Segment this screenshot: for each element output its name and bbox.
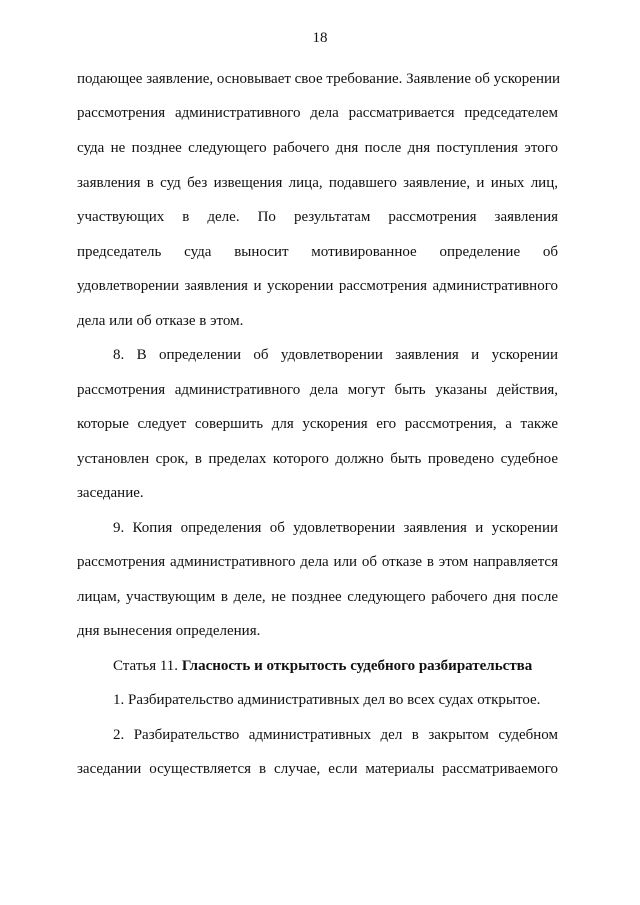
text-line: удовлетворении заявления и ускорении рассмотрения административного: [77, 278, 558, 294]
article-item-2-start: 2. Разбирательство административных дел в закрытом судебном: [113, 727, 558, 743]
text-line: участвующих в деле. По результатам рассмотрения заявления: [77, 209, 558, 225]
article-prefix: Статья 11.: [113, 658, 182, 674]
text-line: рассмотрения административного дела или об отказе в этом направляется: [77, 554, 558, 570]
page-number: 18: [312, 30, 328, 46]
paragraph-9-start: 9. Копия определения об удовлетворении заявления и ускорении: [113, 520, 558, 536]
text-line: установлен срок, в пределах которого должно быть проведено судебное: [77, 451, 558, 467]
article-item-1: 1. Разбирательство административных дел во всех судах открытое.: [113, 692, 541, 708]
text-line: суда не позднее следующего рабочего дня после дня поступления этого: [77, 140, 558, 156]
paragraph-8-start: 8. В определении об удовлетворении заявления и ускорении: [113, 347, 558, 363]
text-line: подающее заявление, основывает свое требование. Заявление об ускорении: [77, 71, 561, 87]
text-line: председатель суда выносит мотивированное определение об: [77, 244, 558, 260]
text-line: заседание.: [77, 485, 144, 501]
article-title: Гласность и открытость судебного разбирательства: [181, 658, 533, 674]
text-line: заседании осуществляется в случае, если материалы рассматриваемого: [77, 761, 558, 777]
text-line: заявления в суд без извещения лица, подавшего заявление, и иных лиц,: [77, 175, 558, 191]
article-heading: [113, 657, 558, 675]
text-line: рассмотрения административного дела рассматривается председателем: [77, 105, 558, 121]
text-line: лицам, участвующим в деле, не позднее следующего рабочего дня после: [77, 589, 558, 605]
text-line: дела или об отказе в этом.: [77, 313, 244, 329]
text-line: которые следует совершить для ускорения его рассмотрения, а также: [77, 416, 558, 432]
text-line: рассмотрения административного дела могут быть указаны действия,: [77, 382, 558, 398]
text-line: дня вынесения определения.: [77, 623, 261, 639]
